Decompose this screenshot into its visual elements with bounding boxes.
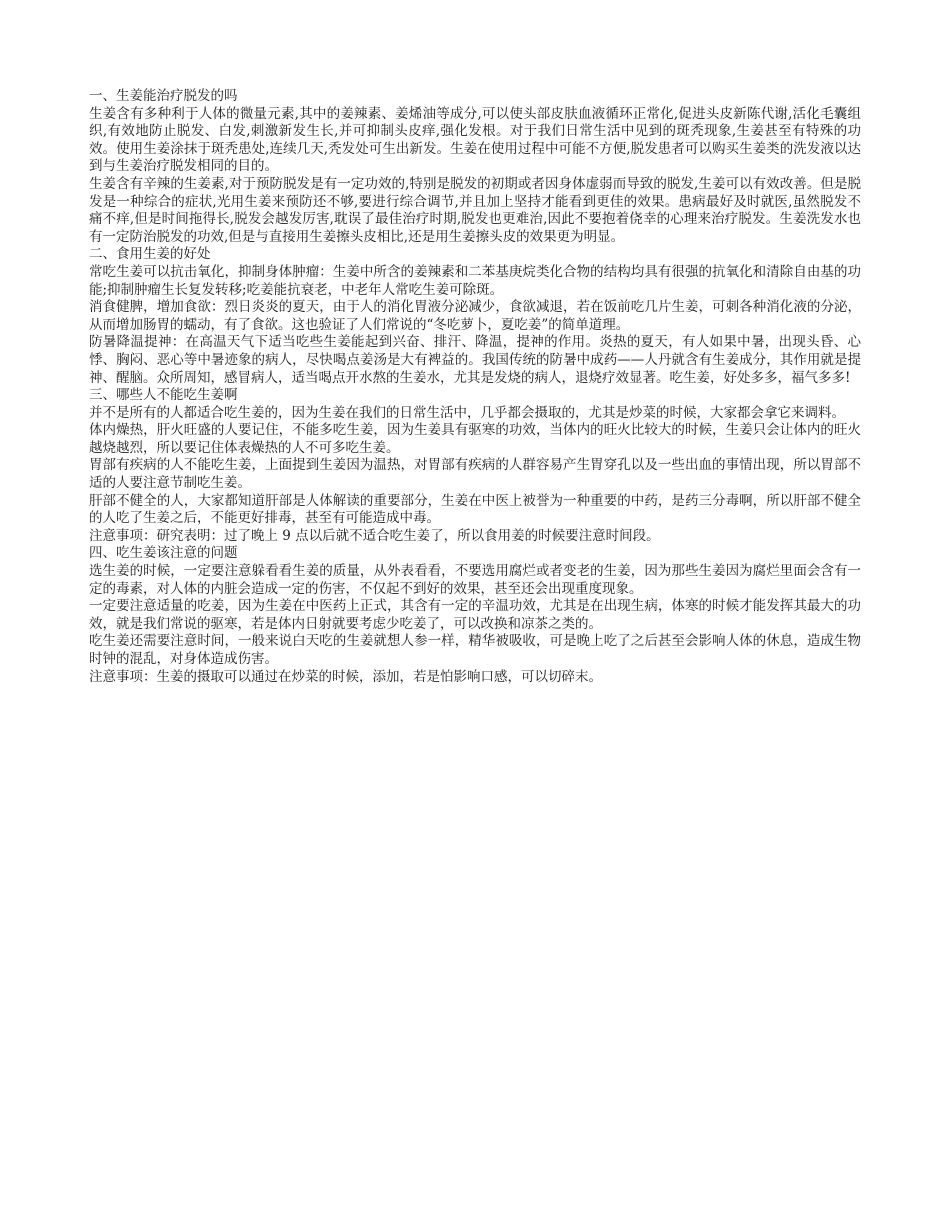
paragraph: 生姜含有辛辣的生姜素,对于预防脱发是有一定功效的,特别是脱发的初期或者因身体虚弱而导致的脱发,生姜可以有效改善。但是脱发是一种综合的症状,光用生姜来预防还不够,要进行综合调节,并且加上坚持才能看到更佳的效果。患病最好及时就医,虽然脱发不痛不痒,但是时间拖得长,脱发会越发厉害,耽误了最佳治疗时期,脱发也更难治,因此不要抱着侥幸的心理来治疗脱发。生姜洗发水也有一定防治脱发的功效,但是与直接用生姜擦头皮相比,还是用生姜擦头皮的效果更为明显。 — [89, 175, 861, 245]
paragraph: 一定要注意适量的吃姜，因为生姜在中医药上正式，其含有一定的辛温功效，尤其是在出现生病，体寒的时候才能发挥其最大的功效，就是我们常说的驱寒，若是体内日射就要考虑少吃姜了，可以改换和凉茶之类的。 — [89, 598, 861, 632]
paragraph: 消食健脾，增加食欲：烈日炎炎的夏天，由于人的消化胃液分泌减少，食欲减退，若在饭前吃几片生姜，可刺各种消化液的分泌，从而增加肠胃的蠕动，有了食欲。这也验证了人们常说的“冬吃萝卜，夏吃姜”的简单道理。 — [89, 299, 861, 333]
section-who-should-not-eat — [89, 387, 861, 545]
paragraph: 常吃生姜可以抗击氧化，抑制身体肿瘤：生姜中所含的姜辣素和二苯基庚烷类化合物的结构均具有很强的抗氧化和清除自由基的功能;抑制肿瘤生长复发转移;吃姜能抗衰老，中老年人常吃生姜可除斑。 — [89, 263, 861, 298]
paragraph: 选生姜的时候，一定要注意躲看看生姜的质量，从外表看看，不要选用腐烂或者变老的生姜，因为那些生姜因为腐烂里面会含有一定的毒素，对人体的内脏会造成一定的伤害，不仅起不到好的效果，甚至还会出现重度现象。 — [89, 563, 861, 597]
section-heading: 四、吃生姜该注意的问题 — [89, 545, 238, 562]
section-heading: 三、哪些人不能吃生姜啊 — [89, 387, 238, 404]
paragraph: 并不是所有的人都适合吃生姜的，因为生姜在我们的日常生活中，几乎都会摄取的，尤其是炒菜的时候，大家都会拿它来调料。 — [89, 404, 845, 421]
section-hair-loss — [89, 88, 861, 246]
paragraph: 体内燥热，肝火旺盛的人要记住，不能多吃生姜，因为生姜具有驱寒的功效，当体内的旺火比较大的时候，生姜只会让体内的旺火越烧越烈，所以要记住体表燥热的人不可多吃生姜。 — [89, 422, 861, 456]
section-heading: 一、生姜能治疗脱发的吗 — [89, 88, 238, 104]
paragraph: 肝部不健全的人，大家都知道肝部是人体解读的重要部分，生姜在中医上被誉为一种重要的中药，是药三分毒啊，所以肝部不健全的人吃了生姜之后，不能更好排毒，甚至有可能造成中毒。 — [89, 492, 861, 527]
section-benefits — [89, 246, 861, 387]
paragraph: 注意事项：生姜的摄取可以通过在炒菜的时候，添加，若是怕影响口感，可以切碎末。 — [89, 668, 602, 685]
paragraph: 胃部有疾病的人不能吃生姜，上面提到生姜因为温热，对胃部有疾病的人群容易产生胃穿孔以及一些出血的事情出现，所以胃部不适的人要注意节制吃生姜。 — [89, 457, 861, 492]
document-body — [89, 88, 861, 686]
paragraph: 生姜含有多种利于人体的微量元素,其中的姜辣素、姜烯油等成分,可以使头部皮肤血液循环正常化,促进头皮新陈代谢,活化毛囊组织,有效地防止脱发、白发,刺激新发生长,并可抑制头皮痒,强化发根。对于我们日常生活中见到的斑秃现象,生姜甚至有特殊的功效。使用生姜涂抹于斑秃患处,连续几天,秃发处可生出新发。生姜在使用过程中可能不方便,脱发患者可以购买生姜类的洗发液以达到与生姜治疗脱发相同的目的。 — [89, 105, 861, 175]
paragraph: 吃生姜还需要注意时间，一般来说白天吃的生姜就想人参一样，精华被吸收，可是晚上吃了之后甚至会影响人体的休息，造成生物时钟的混乱，对身体造成伤害。 — [89, 633, 861, 667]
section-heading: 二、食用生姜的好处 — [89, 246, 211, 263]
section-precautions — [89, 545, 861, 686]
paragraph: 防暑降温提神：在高温天气下适当吃些生姜能起到兴奋、排汗、降温，提神的作用。炎热的夏天，有人如果中暑，出现头昏、心悸、胸闷、恶心等中暑迹象的病人，尽快喝点姜汤是大有裨益的。我国传统的防暑中成药——人丹就含有生姜成分，其作用就是提神、醒脑。众所周知，感冒病人，适当喝点开水熬的生姜水，尤其是发烧的病人，退烧疗效显著。吃生姜，好处多多，福气多多! — [89, 334, 861, 386]
paragraph: 注意事项：研究表明：过了晚上 9 点以后就不适合吃生姜了，所以食用姜的时候要注意时间段。 — [89, 527, 660, 544]
